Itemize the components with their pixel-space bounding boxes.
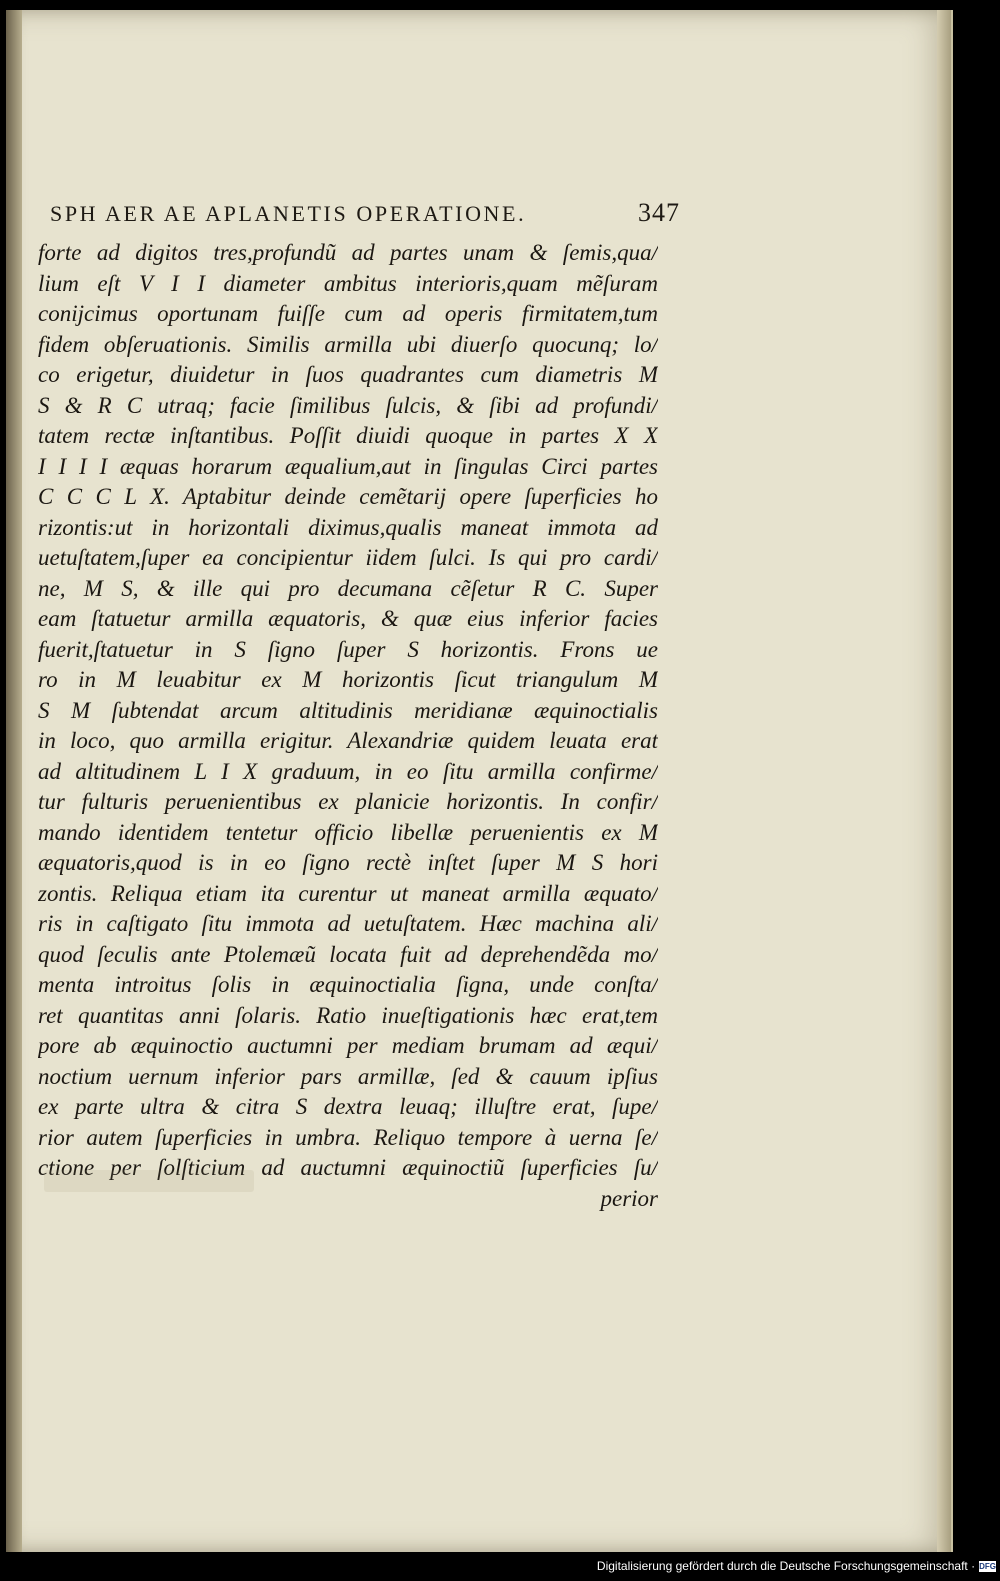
text-line: pore ab æquinoctio auctumni per mediam brumam ad æqui/ <box>38 1033 658 1058</box>
text-line: ro in M leuabitur ex M horizontis ſicut triangulum M <box>38 667 658 692</box>
show-through-offset <box>44 1170 254 1192</box>
page-binding-shadow <box>6 10 22 1552</box>
text-line: fidem obſeruationis. Similis armilla ubi diuerſo quocunq; lo/ <box>38 331 658 357</box>
text-line: ctione per ſolſticium ad auctumni æquinoctiũ ſuperficies ſu/ <box>38 1155 658 1180</box>
text-line: zontis. Reliqua etiam ita curentur ut maneat armilla æquato/ <box>38 880 658 906</box>
text-line: menta introitus ſolis in æquinoctialia ſigna, unde conſta/ <box>38 972 658 997</box>
page-number: 347 <box>638 198 680 227</box>
text-line: in loco, quo armilla erigitur. Alexandriæ quidem leuata erat <box>38 728 658 753</box>
text-line: rizontis:ut in horizontali diximus,qualis maneat immota ad <box>38 514 658 540</box>
book-page <box>6 10 953 1552</box>
text-line: tur fulturis peruenientibus ex planicie horizontis. In confir/ <box>38 789 658 814</box>
text-line: noctium uernum inferior pars armillæ, ſed & cauum ipſius <box>38 1063 658 1089</box>
text-line: forte ad digitos tres,profundũ ad partes unam & ſemis,qua/ <box>38 240 658 265</box>
text-line: co erigetur, diuidetur in ſuos quadrantes cum diametris M <box>38 362 658 387</box>
text-line: ne, M S, & ille qui pro decumana cẽſetur R C. Super <box>38 575 658 601</box>
text-line: eam ſtatuetur armilla æquatoris, & quæ eius inferior facies <box>38 606 658 631</box>
text-line: uetuſtatem,ſuper ea concipientur iidem ſulci. Is qui pro cardi/ <box>38 545 658 570</box>
digitization-footer <box>596 1553 1000 1579</box>
text-line: quod ſeculis ante Ptolemæũ locata fuit ad deprehendẽda mo/ <box>38 941 658 967</box>
text-line: C C C L X. Aptabitur deinde cemẽtarij opere ſuperficies ho <box>38 484 658 509</box>
body-text <box>38 238 658 1214</box>
catchword: perior <box>600 1185 658 1211</box>
text-line: lium eſt V I I diameter ambitus interioris,quam mẽſuram <box>38 270 658 296</box>
text-line: conijcimus oportunam fuiſſe cum ad operis firmitatem,tum <box>38 301 658 326</box>
text-line: S M ſubtendat arcum altitudinis meridianæ æquinoctialis <box>38 697 658 723</box>
text-line: æquatoris,quod is in eo ſigno rectè inſtet ſuper M S hori <box>38 850 658 875</box>
text-line: tatem rectæ inſtantibus. Poſſit diuidi quoque in partes X X <box>38 423 658 448</box>
text-line: ret quantitas anni ſolaris. Ratio inueſtigationis hæc erat,tem <box>38 1002 658 1028</box>
text-line: ex parte ultra & citra S dextra leuaq; illuſtre erat, ſupe/ <box>38 1094 658 1119</box>
text-line: I I I I æquas horarum æqualium,aut in ſingulas Circi partes <box>38 453 658 479</box>
text-line: S & R C utraq; facie ſimilibus ſulcis, & ſibi ad profundi/ <box>38 392 658 418</box>
text-line: mando identidem tentetur officio libellæ peruenientis ex M <box>38 819 658 845</box>
dfg-logo-icon: DFG <box>979 1561 996 1571</box>
text-line: rior autem ſuperficies in umbra. Reliquo tempore à uerna ſe/ <box>38 1124 658 1150</box>
text-line: ad altitudinem L I X graduum, in eo ſitu armilla confirme/ <box>38 758 658 784</box>
text-line: fuerit,ſtatuetur in S ſigno ſuper S horizontis. Frons ue <box>38 636 658 662</box>
text-line: ris in caſtigato ſitu immota ad uetuſtatem. Hæc machina ali/ <box>38 911 658 936</box>
page-edge <box>937 10 951 1552</box>
running-title: SPH AER AE APLANETIS OPERATIONE. <box>50 201 527 226</box>
funding-credit: Digitalisierung gefördert durch die Deutsche Forschungsgemeinschaft · <box>596 1559 976 1573</box>
running-head <box>50 198 680 236</box>
